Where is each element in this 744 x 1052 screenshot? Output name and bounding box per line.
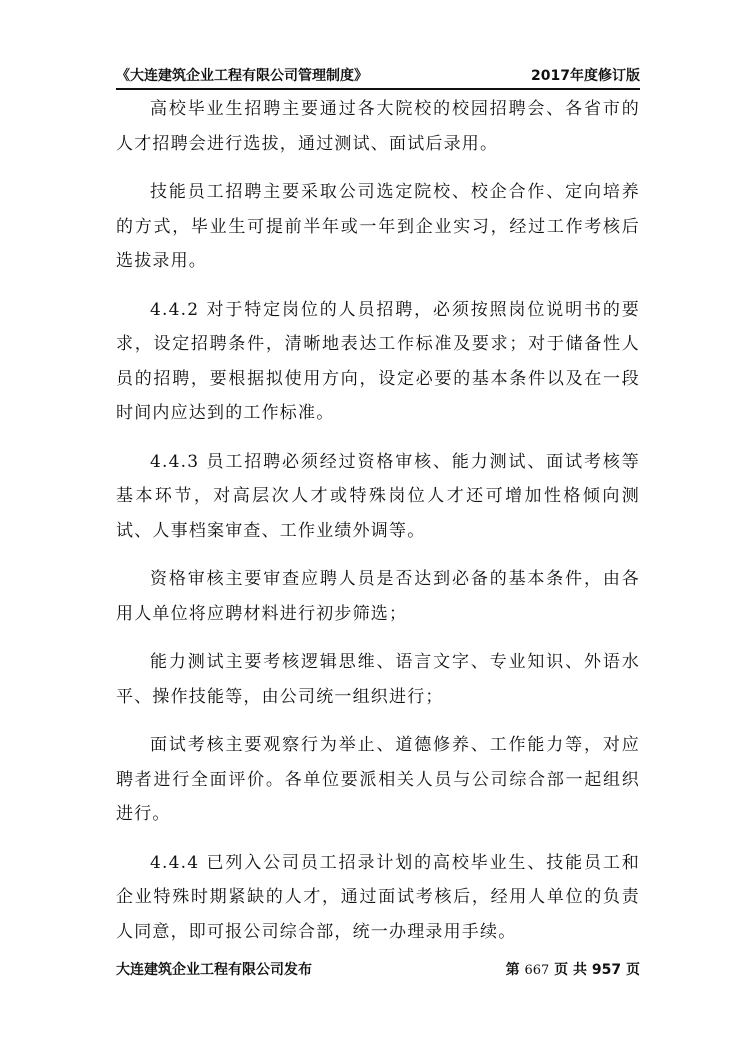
page-footer [116, 960, 640, 982]
paragraph: 高校毕业生招聘主要通过各大院校的校园招聘会、各省市的人才招聘会进行选拔，通过测试、面试后录用。 [116, 99, 640, 154]
current-page-number: 667 [524, 963, 550, 978]
publisher-label: 大连建筑企业工程有限公司发布 [116, 962, 312, 978]
page-suffix: 页 [626, 962, 640, 978]
page-middle: 页 共 [554, 962, 588, 978]
paragraph: 面试考核主要观察行为举止、道德修养、工作能力等，对应聘者进行全面评价。各单位要派相关人员与公司综合部一起组织进行。 [116, 735, 640, 824]
total-page-number: 957 [591, 962, 622, 978]
page-header [116, 66, 640, 90]
page-prefix: 第 [505, 962, 520, 978]
version-label: 2017年度修订版 [531, 68, 640, 84]
paragraph: 4.4.2 对于特定岗位的人员招聘，必须按照岗位说明书的要求，设定招聘条件，清晰地表达工作标准及要求；对于储备性人员的招聘，要根据拟使用方向，设定必要的基本条件以及在一段时间内应达到的工作标准。 [116, 299, 640, 423]
paragraph: 4.4.4 已列入公司员工招录计划的高校毕业生、技能员工和企业特殊时期紧缺的人才，通过面试考核后，经用人单位的负责人同意，即可报公司综合部，统一办理录用手续。 [116, 852, 640, 942]
paragraph: 技能员工招聘主要采取公司选定院校、校企合作、定向培养的方式，毕业生可提前半年或一年到企业实习，经过工作考核后选拔录用。 [116, 182, 640, 271]
page-number [506, 960, 640, 981]
body-content [116, 92, 640, 963]
document-title: 《大连建筑企业工程有限公司管理制度》 [116, 68, 368, 84]
paragraph: 4.4.3 员工招聘必须经过资格审核、能力测试、面试考核等基本环节，对高层次人才或特殊岗位人才还可增加性格倾向测试、人事档案审查、工作业绩外调等。 [116, 451, 640, 541]
paragraph: 资格审核主要审查应聘人员是否达到必备的基本条件，由各用人单位将应聘材料进行初步筛选； [116, 569, 640, 624]
paragraph: 能力测试主要考核逻辑思维、语言文字、专业知识、外语水平、操作技能等，由公司统一组织进行； [116, 652, 640, 707]
